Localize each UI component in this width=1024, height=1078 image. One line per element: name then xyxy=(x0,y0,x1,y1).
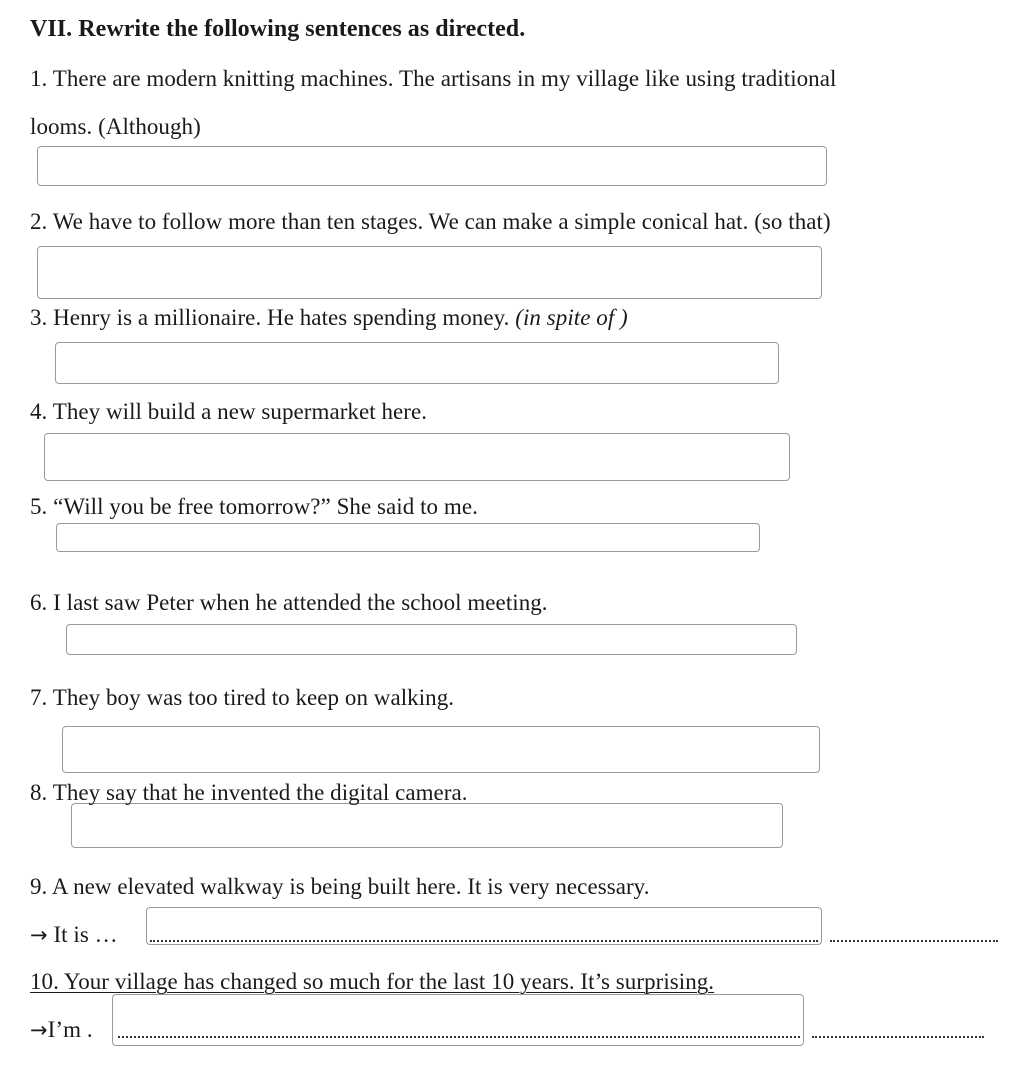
answer-line-9-dots-tail xyxy=(830,940,998,942)
question-1-line-2: looms. (Although) xyxy=(30,114,201,139)
question-4: 4. They will build a new supermarket here. xyxy=(30,399,428,424)
question-3-text: 3. Henry is a millionaire. He hates spending money. xyxy=(30,305,516,330)
question-2: 2. We have to follow more than ten stages. We can make a simple conical hat. (so that) xyxy=(30,209,831,234)
answer-box-1[interactable] xyxy=(37,146,827,186)
question-9-prompt-text: It is … xyxy=(53,922,118,947)
question-5: 5. “Will you be free tomorrow?” She said to me. xyxy=(30,494,478,519)
answer-box-2[interactable] xyxy=(37,246,822,299)
question-9: 9. A new elevated walkway is being built here. It is very necessary. xyxy=(30,874,650,899)
answer-box-4[interactable] xyxy=(44,433,790,481)
answer-box-7[interactable] xyxy=(62,726,820,773)
arrow-icon: → xyxy=(30,923,48,947)
answer-box-3[interactable] xyxy=(55,342,779,384)
question-10-prompt-text: I’m . xyxy=(47,1017,93,1042)
section-title: VII. Rewrite the following sentences as directed. xyxy=(30,16,526,42)
answer-line-10-dots xyxy=(118,1036,800,1038)
question-3-hint: (in spite of ) xyxy=(515,305,628,330)
answer-box-6[interactable] xyxy=(66,624,797,655)
question-1-line-1: 1. There are modern knitting machines. The artisans in my village like using traditional xyxy=(30,66,837,91)
answer-box-8[interactable] xyxy=(71,803,783,848)
question-10: 10. Your village has changed so much for the last 10 years. It’s surprising. xyxy=(30,969,715,994)
question-3 xyxy=(30,305,628,331)
question-7: 7. They boy was too tired to keep on walking. xyxy=(30,685,455,710)
question-8: 8. They say that he invented the digital camera. xyxy=(30,780,468,805)
answer-line-9-dots xyxy=(150,940,818,942)
question-10-prompt xyxy=(30,1017,93,1043)
question-6: 6. I last saw Peter when he attended the school meeting. xyxy=(30,590,548,615)
answer-box-5[interactable] xyxy=(56,523,760,552)
answer-box-10[interactable] xyxy=(112,994,804,1046)
question-9-prompt xyxy=(30,922,118,948)
answer-line-10-dots-tail xyxy=(812,1036,984,1038)
arrow-icon: → xyxy=(30,1018,48,1042)
